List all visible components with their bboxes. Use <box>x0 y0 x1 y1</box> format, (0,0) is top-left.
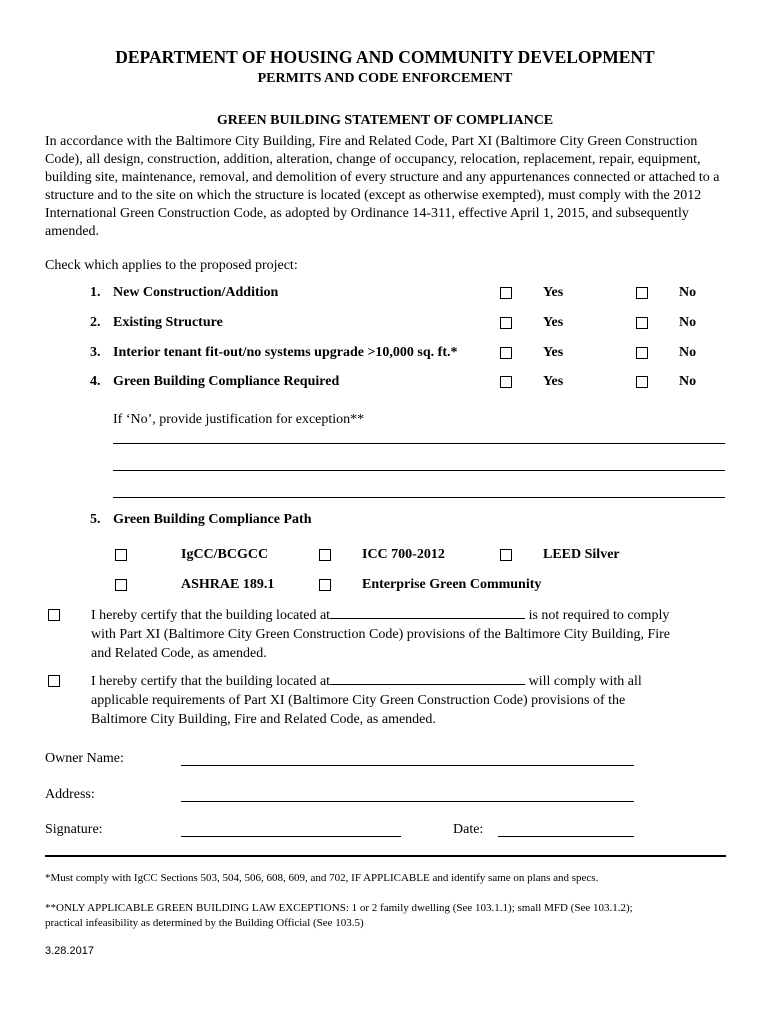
igcc-label: IgCC/BCGCC <box>181 547 269 562</box>
enterprise-checkbox[interactable] <box>319 579 331 591</box>
question-number: 3. <box>90 345 101 360</box>
question-row <box>0 345 770 375</box>
check-prompt: Check which applies to the proposed project: <box>45 258 298 273</box>
division-title: PERMITS AND CODE ENFORCEMENT <box>257 71 513 86</box>
certify-line: Baltimore City Building, Fire and Related Code, as amended. <box>91 712 436 727</box>
question-number: 2. <box>90 315 101 330</box>
no-checkbox[interactable] <box>636 347 648 359</box>
certify-line: with Part XI (Baltimore City Green Construction Code) provisions of the Baltimore City Building, Fire <box>91 627 670 642</box>
igcc-checkbox[interactable] <box>115 549 127 561</box>
question-row <box>0 315 770 345</box>
justification-line[interactable] <box>113 497 725 498</box>
question-label: New Construction/Addition <box>113 285 279 300</box>
certify-text-end: is not required to comply <box>528 608 670 623</box>
certify-exempt-text <box>91 606 731 663</box>
yes-label: Yes <box>543 374 564 389</box>
leed-checkbox[interactable] <box>500 549 512 561</box>
certify-line: applicable requirements of Part XI (Baltimore City Green Construction Code) provisions of the <box>91 693 626 708</box>
no-checkbox[interactable] <box>636 287 648 299</box>
question-label: Interior tenant fit-out/no systems upgrade >10,000 sq. ft.* <box>113 345 458 360</box>
address-line[interactable] <box>181 801 634 802</box>
certify-text-start: I hereby certify that the building located at <box>91 608 331 623</box>
justification-line[interactable] <box>113 443 725 444</box>
no-label: No <box>679 315 697 330</box>
no-label: No <box>679 345 697 360</box>
no-checkbox[interactable] <box>636 376 648 388</box>
form-title: GREEN BUILDING STATEMENT OF COMPLIANCE <box>216 113 554 128</box>
no-checkbox[interactable] <box>636 317 648 329</box>
building-address-blank[interactable] <box>330 618 525 619</box>
intro-paragraph: In accordance with the Baltimore City Building, Fire and Related Code, Part XI (Baltimore City Green Construction Code), all design, construction, addition, alteration, change of occupancy, relocation, replacement, repair, equipment, building site, maintenance, removal, and demolition of every structure and any appurtenances connected or attached to a structure and to the site on which the structure is located (except as otherwise exempted), must comply with the 2012 International Green Construction Code, as adopted by Ordinance 14-311, effective April 1, 2015, and subsequently amended. <box>45 134 720 239</box>
building-address-blank[interactable] <box>330 684 525 685</box>
yes-checkbox[interactable] <box>500 347 512 359</box>
certify-exempt-checkbox[interactable] <box>48 609 60 621</box>
question-row <box>0 374 770 404</box>
ashrae-checkbox[interactable] <box>115 579 127 591</box>
certify-line <box>91 672 731 691</box>
justification-prompt: If ‘No’, provide justification for exception** <box>113 412 365 427</box>
ashrae-label: ASHRAE 189.1 <box>181 577 275 592</box>
question-number: 4. <box>90 374 101 389</box>
certify-line <box>91 606 731 625</box>
certify-line: and Related Code, as amended. <box>91 646 267 661</box>
certify-comply-text <box>91 672 731 729</box>
date-label: Date: <box>453 822 484 837</box>
leed-label: LEED Silver <box>543 547 620 562</box>
icc700-checkbox[interactable] <box>319 549 331 561</box>
signature-line[interactable] <box>181 836 401 837</box>
yes-checkbox[interactable] <box>500 287 512 299</box>
yes-label: Yes <box>543 345 564 360</box>
revision-date: 3.28.2017 <box>45 945 94 957</box>
enterprise-label: Enterprise Green Community <box>362 577 542 592</box>
date-line[interactable] <box>498 836 634 837</box>
justification-line[interactable] <box>113 470 725 471</box>
no-label: No <box>679 285 697 300</box>
owner-name-line[interactable] <box>181 765 634 766</box>
question-number: 1. <box>90 285 101 300</box>
footer-divider <box>45 855 726 857</box>
icc700-label: ICC 700-2012 <box>362 547 445 562</box>
path-number: 5. <box>90 512 101 527</box>
signature-label: Signature: <box>45 822 103 837</box>
question-row <box>0 285 770 315</box>
question-label: Existing Structure <box>113 315 223 330</box>
footnote-double-asterisk-cont: practical infeasibility as determined by the Building Official (See 103.5) <box>45 917 364 929</box>
address-label: Address: <box>45 787 95 802</box>
yes-label: Yes <box>543 315 564 330</box>
footnote-single-asterisk: *Must comply with IgCC Sections 503, 504, 506, 608, 609, and 702, IF APPLICABLE and identify same on plans and specs. <box>45 872 599 884</box>
certify-text-start: I hereby certify that the building located at <box>91 674 331 689</box>
certify-comply-checkbox[interactable] <box>48 675 60 687</box>
footnote-double-asterisk: **ONLY APPLICABLE GREEN BUILDING LAW EXCEPTIONS: 1 or 2 family dwelling (See 103.1.1); small MFD (See 103.1.2); <box>45 902 633 914</box>
yes-label: Yes <box>543 285 564 300</box>
question-label: Green Building Compliance Required <box>113 374 340 389</box>
department-title: DEPARTMENT OF HOUSING AND COMMUNITY DEVELOPMENT <box>115 47 655 67</box>
yes-checkbox[interactable] <box>500 317 512 329</box>
yes-checkbox[interactable] <box>500 376 512 388</box>
no-label: No <box>679 374 697 389</box>
path-title: Green Building Compliance Path <box>113 512 312 527</box>
owner-name-label: Owner Name: <box>45 751 124 766</box>
certify-text-end: will comply with all <box>528 674 642 689</box>
